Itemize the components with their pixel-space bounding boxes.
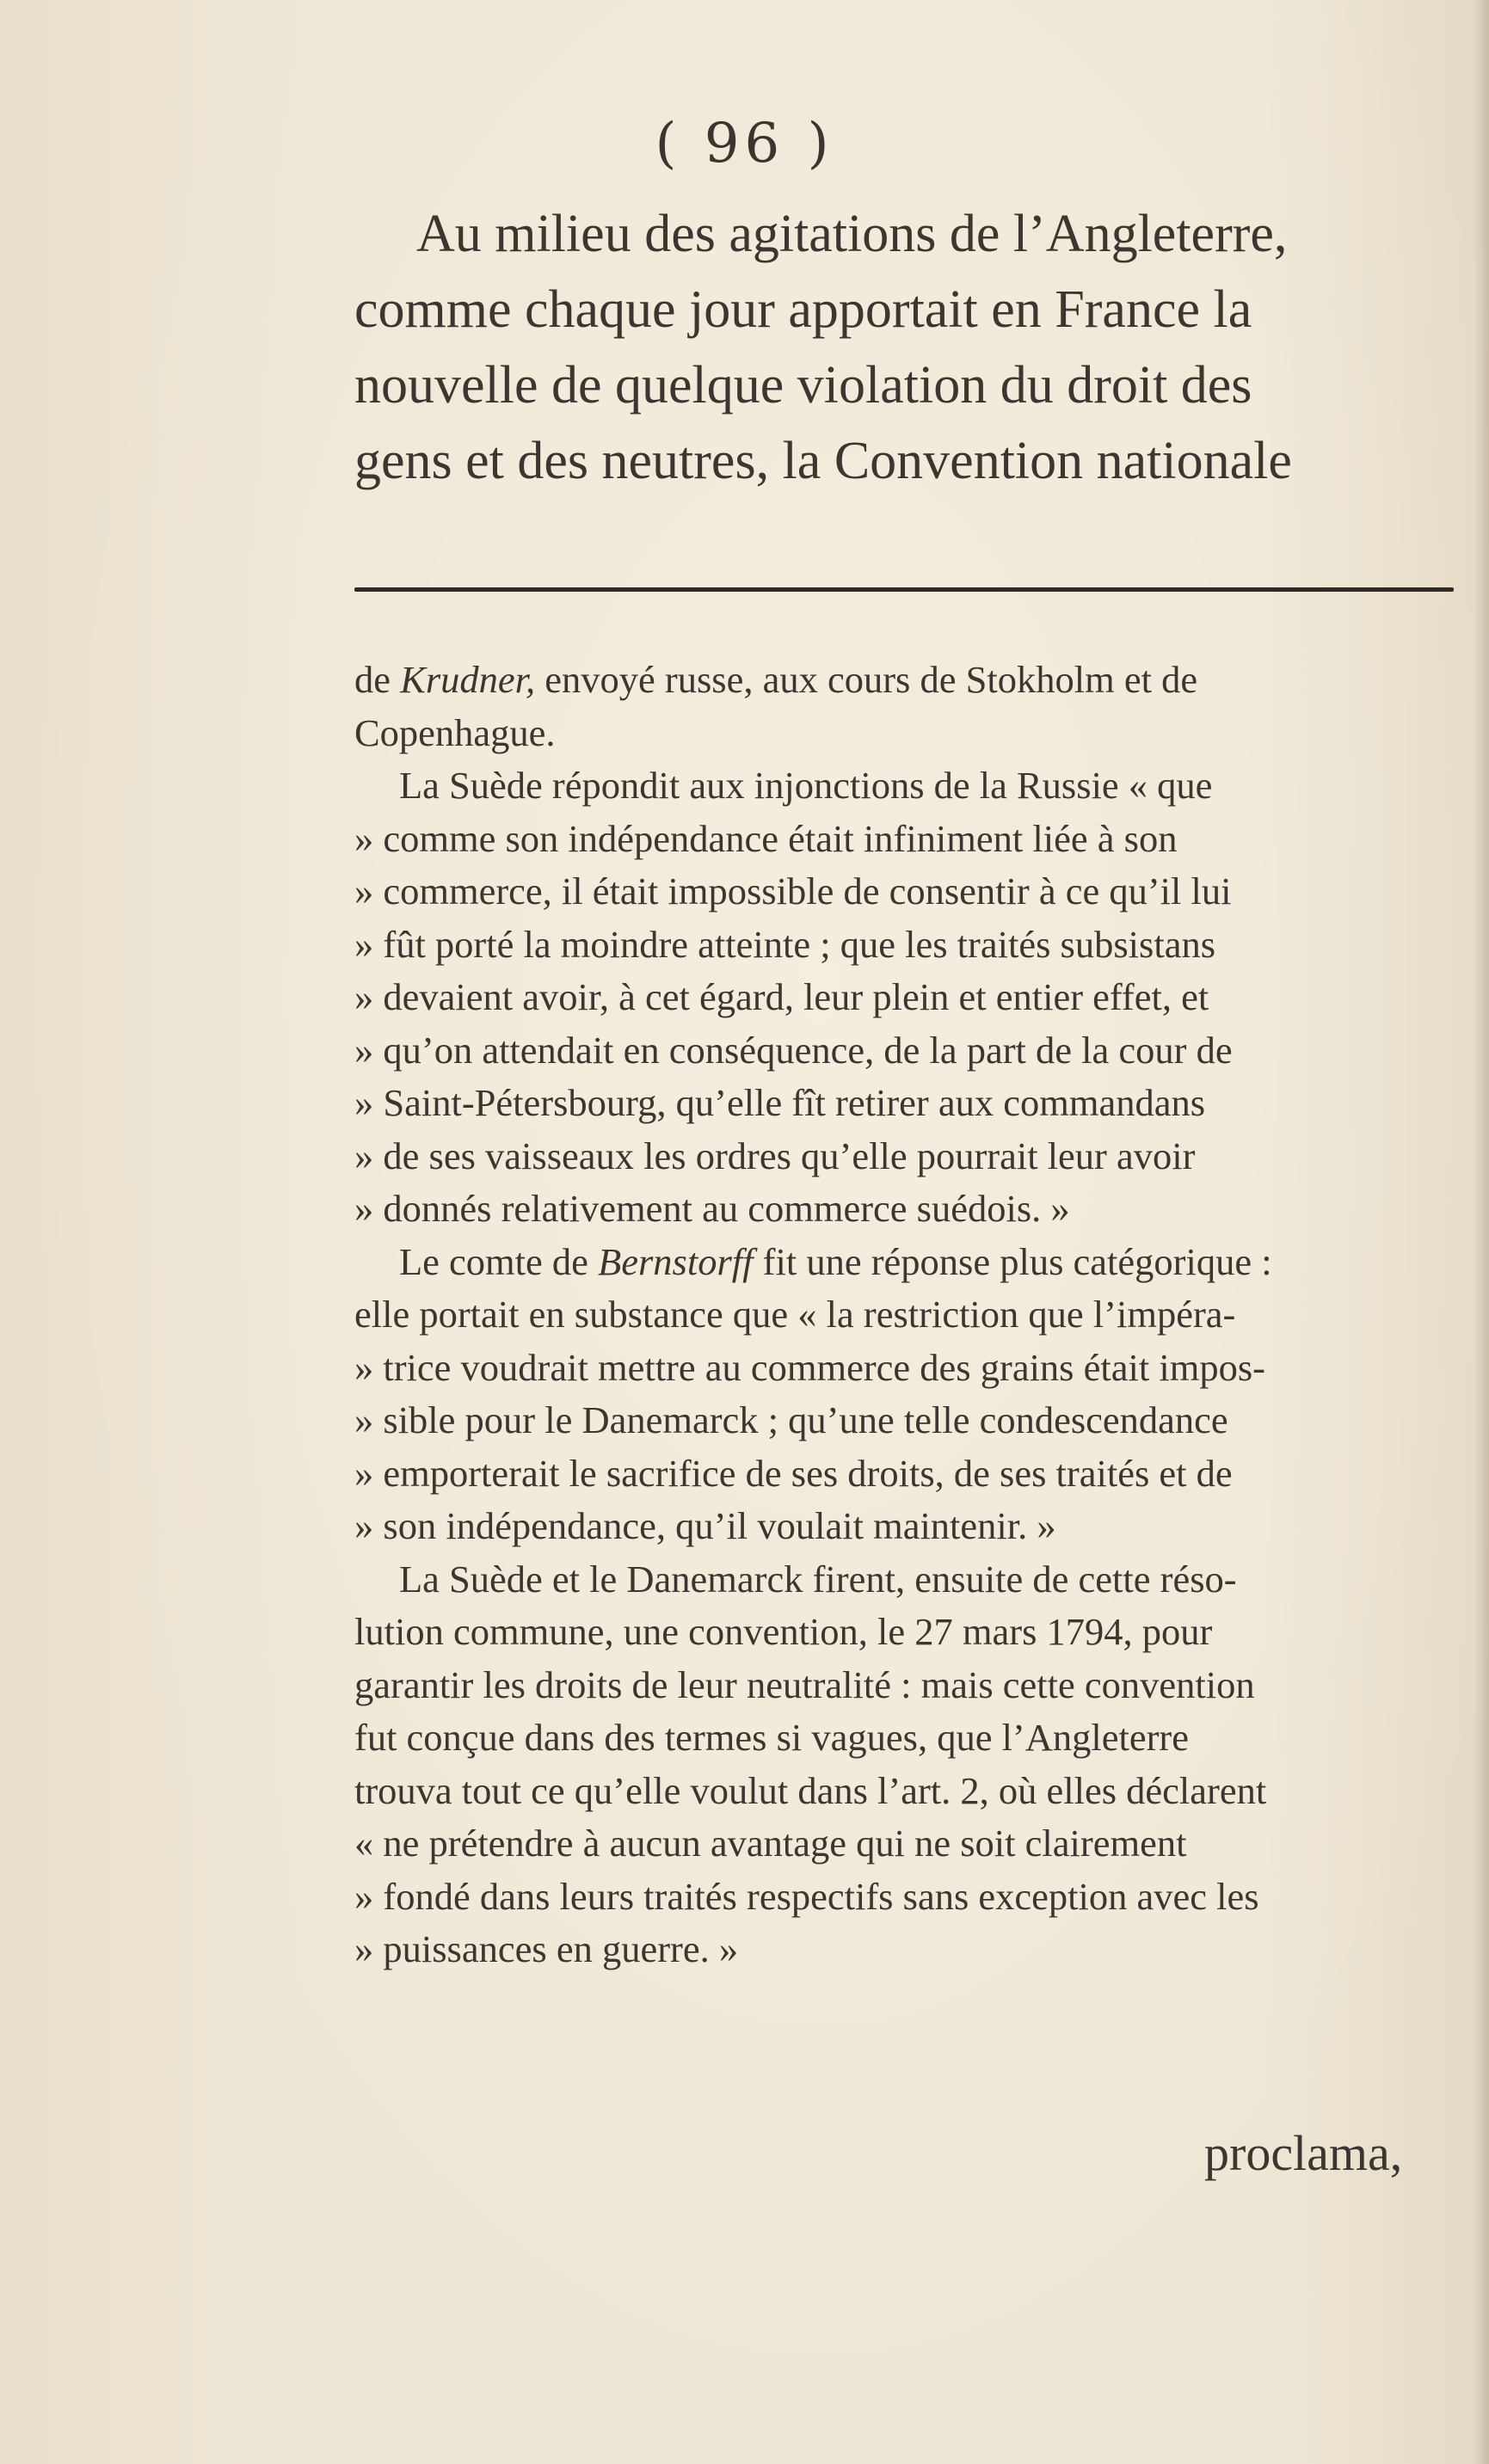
footnote-line: » fût porté la moindre atteinte ; que les traités subsistans — [354, 922, 1216, 966]
footnote-line: » fondé dans leurs traités respectifs sans exception avec les — [354, 1874, 1259, 1918]
footnote-separator-rule — [354, 587, 1454, 592]
footnote-line-text: envoyé russe, aux cours de Stokholm et de — [535, 658, 1198, 701]
footnote-line: » commerce, il était impossible de consentir à ce qu’il lui — [354, 869, 1232, 912]
footnote-line: » emporterait le sacrifice de ses droits, de ses traités et de — [354, 1451, 1233, 1495]
page-number: ( 96 ) — [655, 112, 834, 175]
footnote-line: lution commune, une convention, le 27 mars 1794, pour — [354, 1610, 1213, 1653]
footnote-line: » puissances en guerre. » — [354, 1927, 739, 1970]
catchword: proclama, — [1204, 2125, 1403, 2181]
footnote-line-text: fit une réponse plus catégorique : — [753, 1239, 1272, 1283]
footnote-line-text: de — [354, 658, 401, 701]
footnote-line-text: Le comte de — [399, 1239, 599, 1283]
page-gutter-shadow — [1474, 0, 1489, 2464]
footnote-line: » Saint-Pétersbourg, qu’elle fît retirer aux commandans — [354, 1081, 1206, 1124]
footnote-line: garantir les droits de leur neutralité : mais cette convention — [354, 1662, 1255, 1706]
main-text-line: comme chaque jour apportait en France la — [354, 280, 1252, 339]
main-text-block — [354, 196, 1473, 499]
main-text-line: Au milieu des agitations de l’Angleterre, — [416, 205, 1288, 263]
footnote-line: » son indépendance, qu’il voulait maintenir. » — [354, 1504, 1056, 1547]
footnote-line: fut conçue dans des termes si vagues, que l’Angleterre — [354, 1716, 1190, 1759]
footnote-line: » devaient avoir, à cet égard, leur plein et entier effet, et — [354, 975, 1209, 1018]
italic-name: Krudner, — [400, 658, 536, 701]
main-text-line: nouvelle de quelque violation du droit des — [354, 356, 1252, 415]
footnote-line: Copenhague. — [354, 710, 556, 754]
footnote-line: » de ses vaisseaux les ordres qu’elle pourrait leur avoir — [354, 1134, 1196, 1177]
footnote-line: » comme son indépendance était infiniment liée à son — [354, 816, 1178, 860]
footnote-line: » sible pour le Danemarck ; qu’une telle condescendance — [354, 1398, 1228, 1441]
footnote-text-block — [354, 654, 1473, 1976]
footnote-line: elle portait en substance que « la restriction que l’impéra- — [354, 1293, 1236, 1336]
footnote-line: trouva tout ce qu’elle voulut dans l’art. 2, où elles déclarent — [354, 1768, 1267, 1812]
footnote-line: « ne prétendre à aucun avantage qui ne soit clairement — [354, 1822, 1187, 1865]
footnote-line — [354, 654, 1473, 707]
footnote-line: » trice voudrait mettre au commerce des grains était impos- — [354, 1345, 1265, 1389]
footnote-line: » donnés relativement au commerce suédois. » — [354, 1187, 1070, 1230]
main-text-line: gens et des neutres, la Convention nationale — [354, 432, 1292, 490]
italic-name: Bernstorff — [598, 1239, 754, 1283]
footnote-line: La Suède répondit aux injonctions de la Russie « que — [399, 764, 1213, 807]
footnote-line — [354, 1236, 1473, 1289]
footnote-line: La Suède et le Danemarck firent, ensuite de cette réso- — [399, 1557, 1237, 1601]
footnote-line: » qu’on attendait en conséquence, de la part de la cour de — [354, 1028, 1233, 1072]
